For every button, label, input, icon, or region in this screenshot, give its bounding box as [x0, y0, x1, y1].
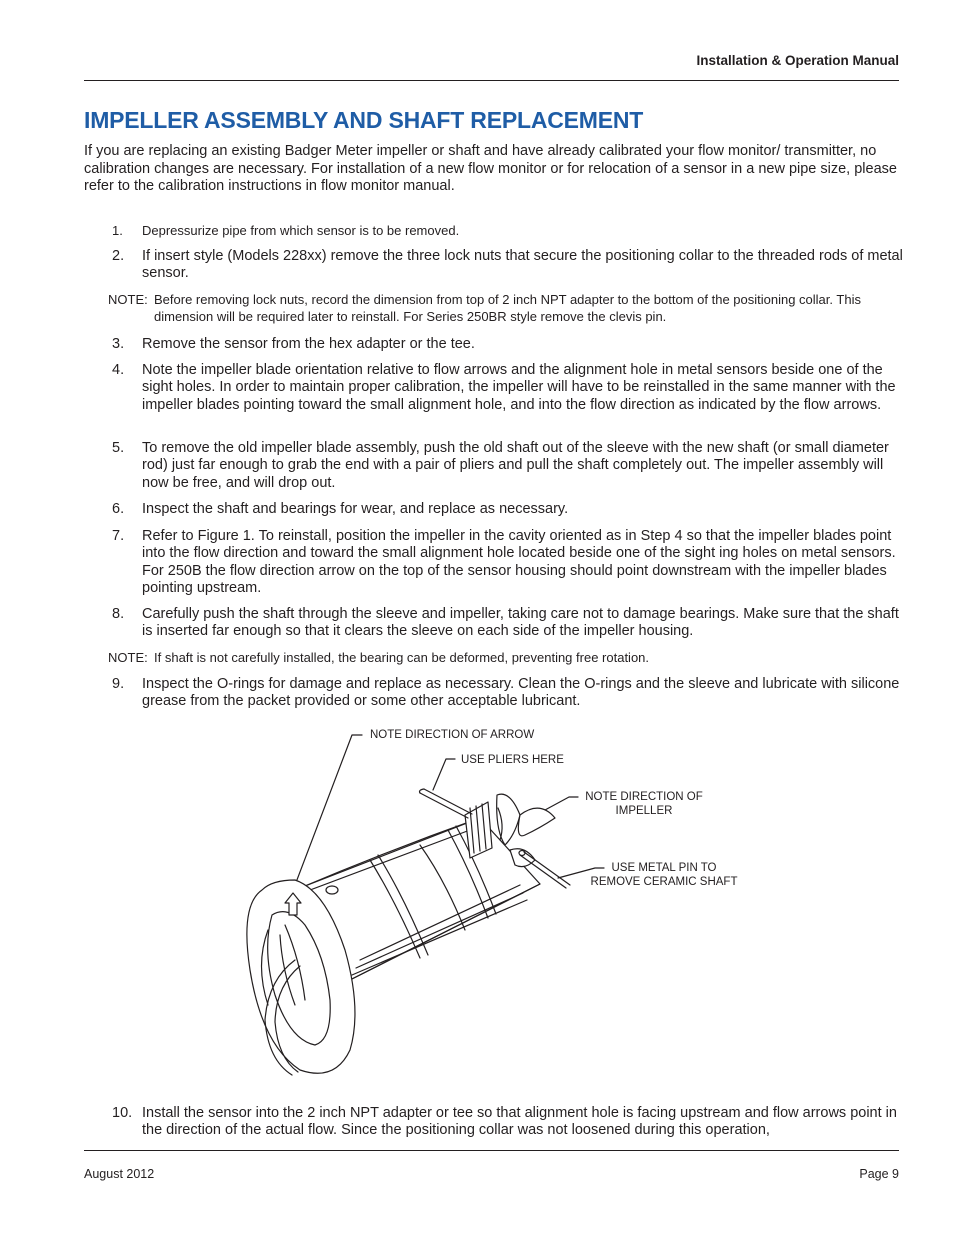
note-text: If shaft is not carefully installed, the bearing can be deformed, preventing free rotation. [154, 650, 650, 665]
step-text: Depressurize pipe from which sensor is to be removed. [142, 223, 460, 238]
header-rule [84, 80, 899, 81]
callout-impeller-direction [582, 790, 706, 818]
callout-metal-pin [586, 861, 742, 889]
step-text: Inspect the shaft and bearings for wear, and replace as necessary. [142, 501, 569, 517]
step-2 [112, 248, 904, 283]
intro-paragraph: If you are replacing an existing Badger Meter impeller or shaft and have already calibrated your flow monitor/ transmitter, no calibration changes are necessary. For installation of a new flow monitor or for relocation of a sensor in a new pipe size, please refer to the calibration instructions in flow monitor manual. [84, 143, 897, 194]
footer-date: August 2012 [84, 1167, 155, 1181]
step-number: 4. [112, 362, 125, 378]
note-text: Before removing lock nuts, record the dimension from top of 2 inch NPT adapter to the bottom of the positioning collar. This dimension will be required later to reinstall. For Series 250BR style remove the clevis pin. [154, 292, 861, 324]
step-6 [112, 501, 904, 518]
step-7 [112, 528, 904, 597]
step-text: Remove the sensor from the hex adapter or the tee. [142, 336, 475, 352]
step-text: If insert style (Models 228xx) remove the three lock nuts that secure the positioning collar to the threaded rods of metal sensor. [142, 248, 903, 282]
note-lock-nuts [108, 291, 898, 325]
footer-rule [84, 1150, 899, 1151]
impeller-leader-line [545, 797, 578, 810]
callout-line: USE METAL PIN TO [611, 862, 717, 874]
shaft-rod [420, 793, 468, 818]
step-number: 3. [112, 336, 125, 352]
step-10 [112, 1105, 904, 1140]
metal-pin [520, 855, 566, 888]
step-text: To remove the old impeller blade assembly, push the old shaft out of the sleeve with the new shaft (or small diameter rod) just far enough to grab the end with a pair of pliers and pull the shaft completely out. The impeller assembly will now be free, and will drop out. [142, 440, 889, 491]
step-1 [112, 222, 904, 239]
positioning-collar [247, 880, 355, 1073]
step-text: Inspect the O-rings for damage and replace as necessary. Clean the O-rings and the sleeve and lubricate with silicone grease from the packet provided or some other acceptable lubricant. [142, 676, 900, 710]
callout-line: IMPELLER [615, 805, 673, 817]
callout-use-pliers: USE PLIERS HERE [461, 754, 564, 766]
page-title: IMPELLER ASSEMBLY AND SHAFT REPLACEMENT [84, 107, 644, 133]
callout-line: REMOVE CERAMIC SHAFT [590, 876, 738, 888]
step-text: Carefully push the shaft through the sleeve and impeller, taking care not to damage bearings. Make sure that the shaft is inserted far enough so that it clears the sleeve on each side of the impeller housing. [142, 606, 899, 640]
callout-arrow-direction: NOTE DIRECTION OF ARROW [370, 729, 535, 741]
page-number: Page 9 [859, 1167, 899, 1181]
sensor-body [300, 818, 540, 985]
step-number: 7. [112, 528, 125, 544]
header-title: Installation & Operation Manual [696, 53, 899, 68]
step-number: 9. [112, 676, 125, 692]
arrow-leader-line [292, 735, 362, 893]
step-4 [112, 362, 904, 414]
step-number: 5. [112, 440, 125, 456]
step-text: Install the sensor into the 2 inch NPT adapter or tee so that alignment hole is facing upstream and flow arrows point in the direction of the actual flow. Since the positioning collar was not loosened during this operation, [142, 1105, 897, 1139]
flow-arrow-icon [285, 893, 301, 915]
step-text: Note the impeller blade orientation relative to flow arrows and the alignment hole in metal sensors beside one of the sight holes. In order to maintain proper calibration, the impeller will have to be reinstalled in the same manner with the impeller blades pointing toward the small alignment hole, and into the flow direction as indicated by the flow arrows. [142, 362, 896, 413]
step-number: 1. [112, 223, 123, 238]
step-8 [112, 606, 904, 641]
step-number: 8. [112, 606, 125, 622]
step-number: 2. [112, 248, 125, 264]
step-number: 6. [112, 501, 125, 517]
step-text: Refer to Figure 1. To reinstall, position the impeller in the cavity oriented as in Step 4 so that the impeller blades point into the flow direction and toward the small alignment hole located beside one of the sight ing holes on metal sensors. For 250B the flow direction arrow on the top of the sensor housing should point downstream with the impeller blades pointing upstream. [142, 528, 896, 596]
note-label: NOTE: [108, 292, 148, 307]
cable [265, 960, 295, 1075]
note-shaft-install [108, 649, 898, 666]
impeller [465, 794, 555, 867]
note-label: NOTE: [108, 650, 148, 665]
pliers-leader-line [433, 759, 455, 790]
step-3 [112, 336, 904, 353]
step-number: 10. [112, 1105, 133, 1121]
step-9 [112, 676, 904, 711]
callout-line: NOTE DIRECTION OF [585, 791, 703, 803]
step-5 [112, 440, 904, 492]
